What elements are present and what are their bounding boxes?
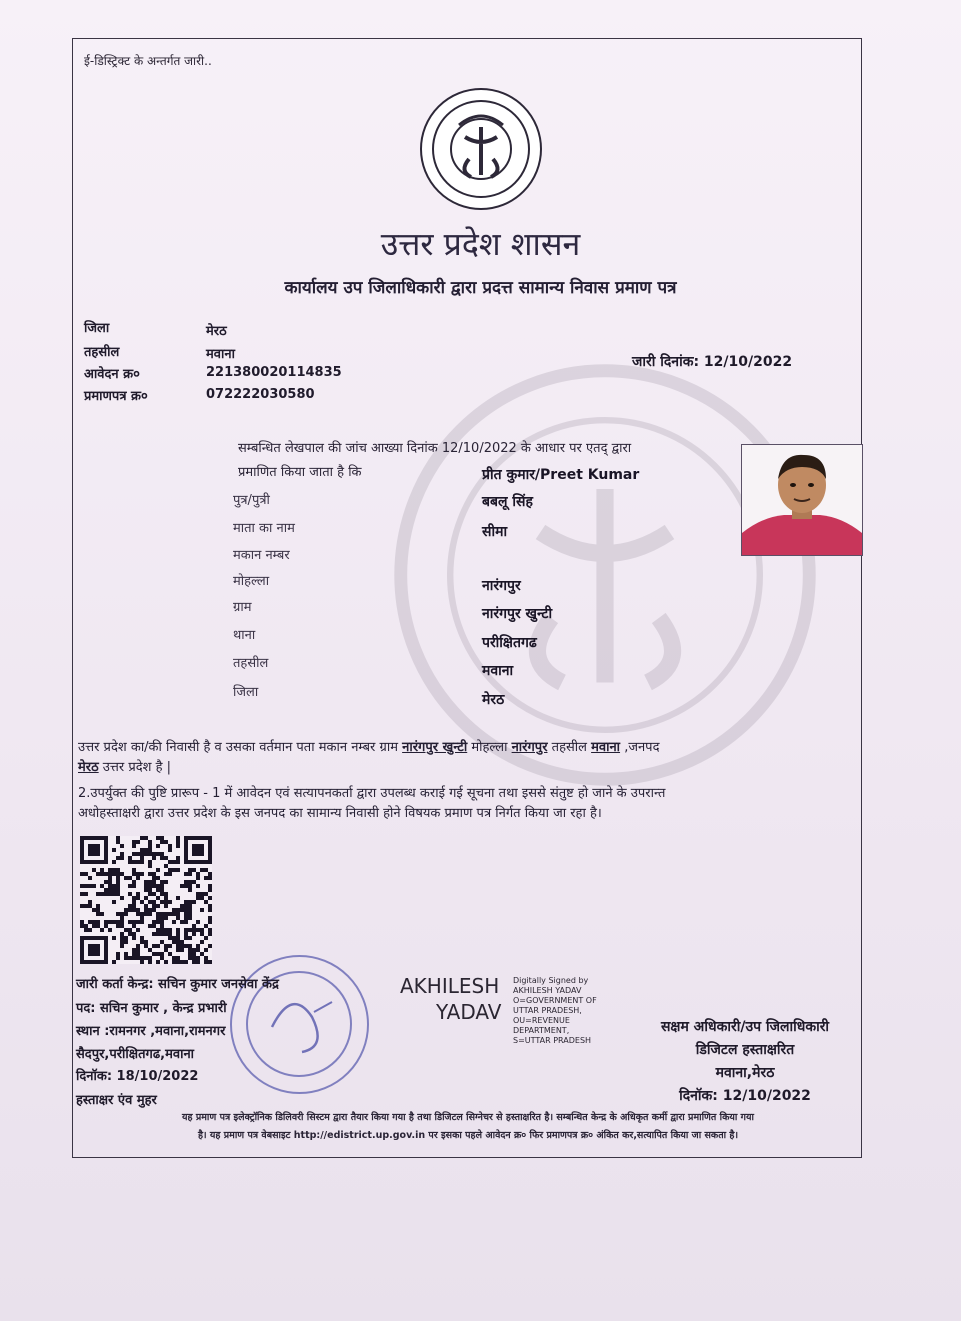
- applicant-photo: [741, 444, 863, 556]
- issue-date: जारी दिनांक: 12/10/2022: [632, 354, 793, 370]
- officer-location: मवाना,मेरठ: [715, 1065, 775, 1081]
- dsig-line: UTTAR PRADESH,: [513, 1006, 582, 1015]
- officer-digital-signed: डिजिटल हस्ताक्षरित: [695, 1042, 795, 1058]
- field-label-district: जिला: [233, 685, 259, 700]
- issuer-place: स्थान :रामनगर ,मवाना,रामनगर: [76, 1024, 226, 1039]
- issuer-post: पद: सचिन कुमार , केन्द्र प्रभारी: [76, 1001, 227, 1016]
- field-label-village: ग्राम: [233, 600, 252, 615]
- dsig-line: O=GOVERNMENT OF: [513, 996, 597, 1005]
- issuer-date: दिनॉक: 18/10/2022: [76, 1069, 199, 1084]
- issuer-place-2: सैदपुर,परीक्षितगढ,मवाना: [76, 1047, 195, 1062]
- digital-signer-first-name: AKHILESH: [400, 974, 500, 998]
- intro-line-2: प्रमाणित किया जाता है कि: [238, 465, 362, 480]
- dsig-line: OU=REVENUE: [513, 1016, 570, 1025]
- residence-text-4: ,जनपद: [624, 740, 660, 755]
- residence-text-2: मोहल्ला: [471, 740, 508, 755]
- field-label-police-station: थाना: [233, 628, 256, 643]
- residence-text-3: तहसील: [551, 740, 587, 755]
- residence-tehsil: मवाना: [591, 740, 621, 755]
- meta-value-application-no: 221380020114835: [206, 365, 342, 380]
- field-value-mother: सीमा: [482, 524, 508, 540]
- meta-value-district: मेरठ: [206, 324, 227, 339]
- field-value-tehsil: मवाना: [482, 663, 514, 679]
- meta-label-certificate-no: प्रमाणपत्र क्र०: [84, 389, 148, 404]
- officer-date: दिनॉक: 12/10/2022: [679, 1088, 811, 1104]
- verification-line-2: अधोहस्ताक्षरी द्वारा उत्तर प्रदेश के इस जनपद का सामान्य निवासी होने विषयक प्रमाण पत्र निर्गत किया जा रहा है।: [78, 806, 602, 821]
- title-main: उत्तर प्रदेश शासन: [380, 225, 581, 263]
- up-govt-emblem: [420, 88, 542, 210]
- digital-signature-details: [513, 976, 597, 1046]
- footer-line-1: यह प्रमाण पत्र इलेक्ट्रॉनिक डिलिवरी सिस्टम द्वारा तैयार किया गया है तथा डिजिटल सिग्नेचर से हस्ताक्षरित है। सम्बन्धित केन्द्र के अधिकृत कर्मी द्वारा प्रमाणित किया गया: [181, 1112, 754, 1123]
- residence-text-5: उत्तर प्रदेश है |: [102, 760, 172, 775]
- field-value-police-station: परीक्षितगढ: [482, 635, 537, 651]
- field-value-district: मेरठ: [482, 692, 505, 708]
- meta-label-district: जिला: [84, 321, 110, 336]
- field-value-mohalla: नारंगपुर: [482, 578, 521, 594]
- field-label-mohalla: मोहल्ला: [233, 574, 270, 589]
- residence-village: नारंगपुर खुन्टी: [402, 740, 468, 755]
- meta-label-tehsil: तहसील: [84, 345, 120, 360]
- dsig-line: AKHILESH YADAV: [513, 986, 582, 995]
- field-label-parent: पुत्र/पुत्री: [233, 493, 270, 508]
- officer-designation: सक्षम अधिकारी/उप जिलाधिकारी: [660, 1019, 830, 1035]
- residence-paragraph: [78, 738, 858, 778]
- dsig-line: Digitally Signed by: [513, 976, 589, 985]
- intro-line-1: सम्बन्धित लेखपाल की जांच आख्या दिनांक 12/10/2022 के आधार पर एतद् द्वारा: [238, 441, 632, 456]
- digital-signer-last-name: YADAV: [436, 1000, 502, 1024]
- qr-code: [80, 836, 212, 964]
- residence-text-1: उत्तर प्रदेश का/की निवासी है व उसका वर्तमान पता मकान नम्बर ग्राम: [78, 740, 398, 755]
- field-applicant-name: प्रीत कुमार/Preet Kumar: [482, 467, 640, 483]
- dsig-line: DEPARTMENT,: [513, 1026, 570, 1035]
- field-label-mother: माता का नाम: [233, 521, 295, 536]
- meta-value-tehsil: मवाना: [206, 347, 235, 362]
- field-label-tehsil: तहसील: [233, 656, 269, 671]
- residence-district: मेरठ: [78, 760, 99, 775]
- footer-line-2: है। यह प्रमाण पत्र वेबसाइट http://edistrict.up.gov.in पर इसका पहले आवेदन क्र० फिर प्रमाणपत्र क्र० अंकित कर,सत्यापित किया जा सकता है।: [197, 1130, 739, 1141]
- residence-mohalla: नारंगपुर: [511, 740, 548, 755]
- field-label-house-no: मकान नम्बर: [233, 548, 290, 563]
- dsig-line: S=UTTAR PRADESH: [513, 1036, 592, 1045]
- meta-value-certificate-no: 072222030580: [206, 387, 315, 402]
- top-note: ई-डिस्ट्रिक्ट के अन्तर्गत जारी..: [84, 54, 212, 68]
- field-value-village: नारंगपुर खुन्टी: [482, 606, 553, 622]
- issuer-centre: जारी कर्ता केन्द्र: सचिन कुमार जनसेवा केंद्र: [76, 977, 279, 992]
- verification-line-1: 2.उपर्युक्त की पुष्टि प्रारूप - 1 में आवेदन एवं सत्यापनकर्ता द्वारा उपलब्ध कराई गई सूचना तथा इससे संतुष्ट हो जाने के उपरान्त: [78, 786, 666, 801]
- title-sub: कार्यालय उप जिलाधिकारी द्वारा प्रदत्त सामान्य निवास प्रमाण पत्र: [284, 278, 677, 298]
- person-photo-icon: [742, 445, 862, 555]
- field-value-parent: बबलू सिंह: [482, 494, 533, 510]
- issuer-signature-label: हस्ताक्षर एंव मुहर: [76, 1093, 157, 1108]
- emblem-icon: [429, 97, 533, 201]
- meta-label-application-no: आवेदन क्र०: [84, 367, 140, 382]
- verification-paragraph: [78, 784, 858, 824]
